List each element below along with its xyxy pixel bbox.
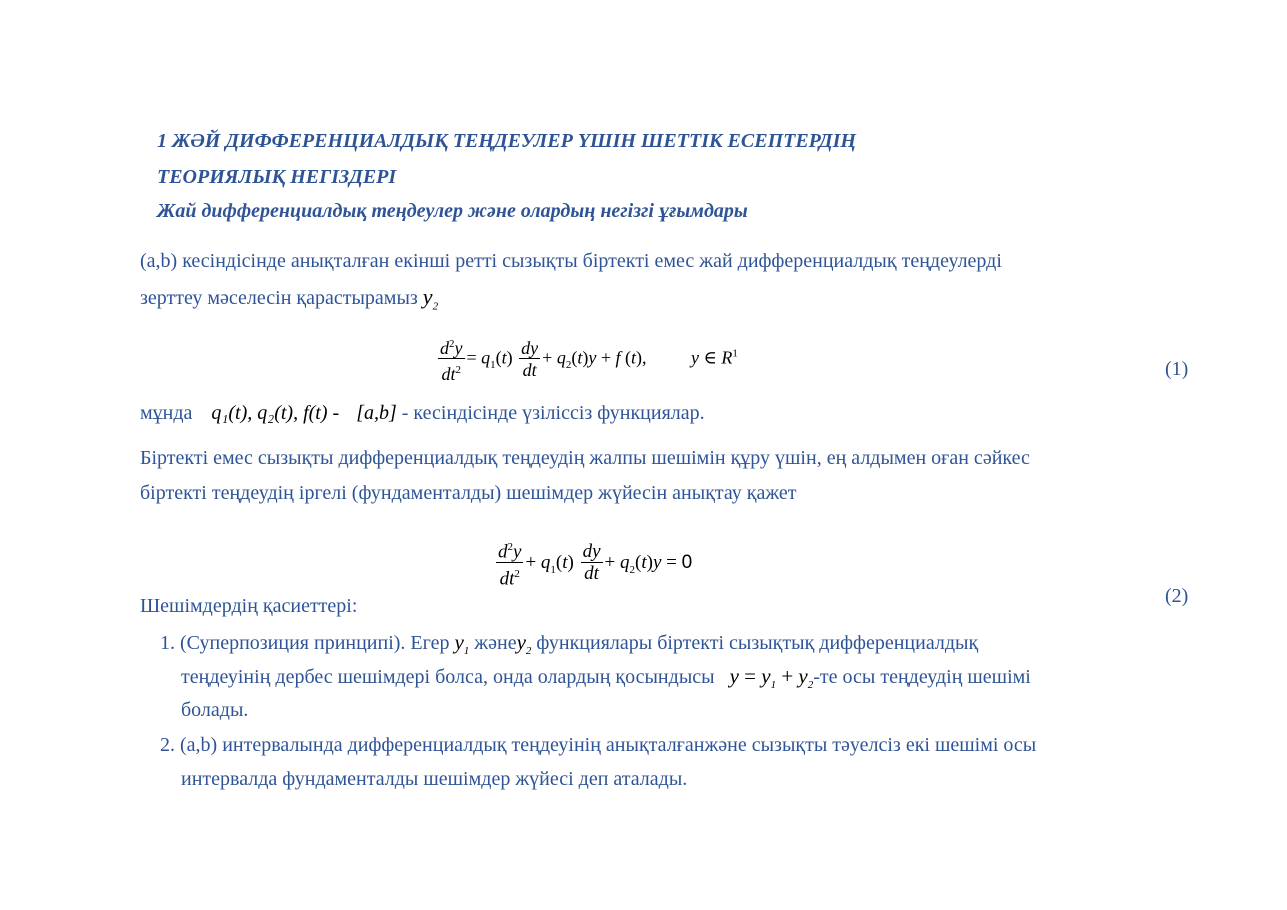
where-line (140, 402, 705, 425)
intro-line1: (a,b) кесіндісінде анықталған екінші ретті сызықты біртекті емес жай дифференциалдық теңдеулерді (140, 250, 1002, 272)
chapter-title-line2: ТЕОРИЯЛЫҚ НЕГІЗДЕРІ (157, 166, 397, 188)
y2-symbol-image: $y_2$ (422, 284, 439, 313)
chapter-title-line1: 1 ЖӘЙ ДИФФЕРЕНЦИАЛДЫҚ ТЕҢДЕУЛЕР ҮШІН ШЕТТІК ЕСЕПТЕРДІҢ (157, 130, 856, 152)
intro-line2 (140, 284, 438, 312)
list-item-2-marker: 2. (160, 734, 175, 756)
equation-2-number: (2) (1165, 585, 1189, 607)
where-functions: q₁(t), q₂(t), f(t) - (211, 402, 340, 424)
properties-title: Шешімдердің қасиеттері: (140, 595, 358, 617)
list-item-1-line3: болады. (181, 699, 249, 721)
sum-formula-image: $y = y_1 + y_2$ (729, 664, 814, 692)
list-item-2-line1 (160, 734, 1036, 757)
list-item-1-marker: 1. (160, 632, 175, 654)
where-suffix: - кесіндісінде үзіліссіз функциялар. (401, 402, 705, 424)
list-item-1-text-b: және (474, 632, 517, 654)
para2-line1: Біртекті емес сызықты дифференциалдық теңдеудің жалпы шешімін құру үшін, ең алдымен оған сәйкес (140, 447, 1030, 469)
list-item-2-text-line1: (a,b) интервалында дифференциалдық теңдеуінің анықталғанжәне сызықты тәуелсіз екі шешімі осы (175, 734, 1037, 756)
where-interval: [a,b] (356, 402, 397, 424)
intro-line2-text: зерттеу мәселесін қарастырамыз (140, 287, 418, 309)
list-item-1-line2 (181, 664, 1031, 691)
para2-line2: біртекті теңдеудің іргелі (фундаменталды) шешімдер жүйесін анықтау қажет (140, 482, 797, 504)
list-item-1-text-a: (Суперпозиция принципі). Егер (180, 632, 450, 654)
equation-2: $\frac{d^2y}{dt^2}$ + $q_1(t)$ $\frac{dy}{dt}$ + $q_2(t)y = 0$ (494, 537, 692, 591)
list-item-1-text-line2a: теңдеуінің дербес шешімдері болса, онда олардың қосындысы (181, 666, 715, 688)
y2-symbol-image-2: $y_2$ (516, 630, 532, 658)
list-item-1-text-line2b: -те осы теңдеудің шешімі (813, 666, 1031, 688)
list-item-1-text-c: функциялары біртекті сызықтық дифференциалдық (536, 632, 979, 654)
section-subtitle: Жай дифференциалдық теңдеулер және олардың негізгі ұғымдары (157, 200, 748, 222)
equation-1-number: (1) (1165, 358, 1189, 380)
y1-symbol-image: $y_1$ (454, 630, 470, 658)
list-item-2-line2: интервалда фундаменталды шешімдер жүйесі деп аталады. (181, 768, 688, 790)
equation-1: $\frac{d^2y}{dt^2}$ = $q_1(t)$ $\frac{dy}{dt}$ + $q_2(t)y + f$ (t), y ∈ $R^1$ (436, 334, 738, 385)
list-item-1-line1 (160, 630, 978, 657)
where-prefix: мұнда (140, 402, 193, 424)
